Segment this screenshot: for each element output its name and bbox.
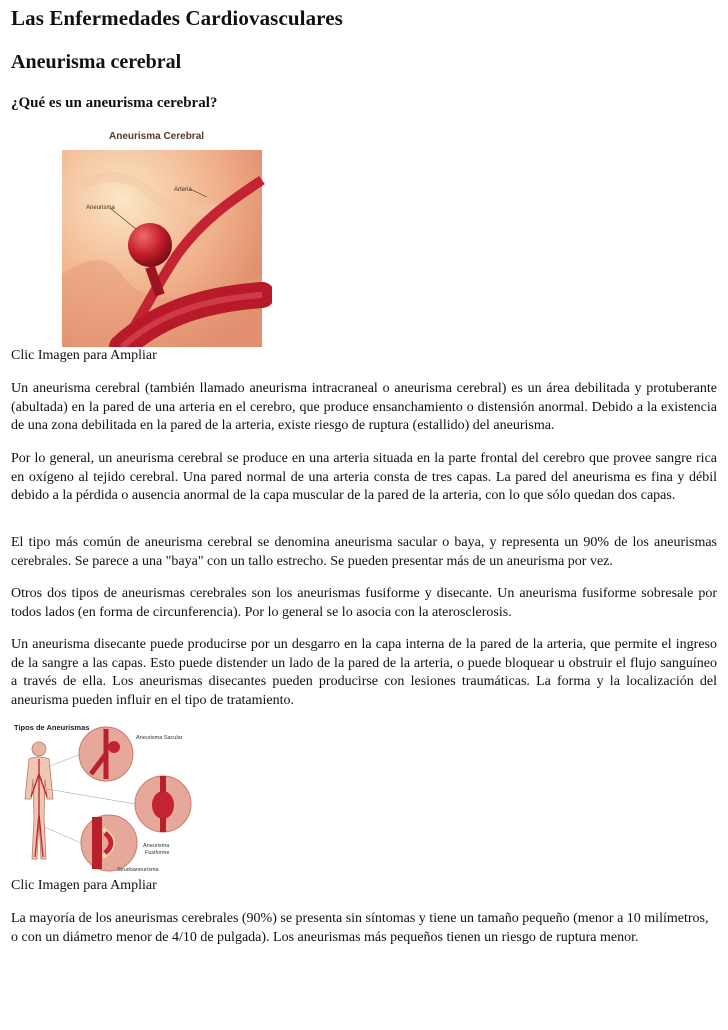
artery-label: Arteria [174,187,192,193]
human-body-icon [25,742,53,859]
figure-heading: Aneurisma Cerebral [109,131,205,142]
document-title: Las Enfermedades Cardiovasculares [11,6,343,30]
question-heading: ¿Qué es un aneurisma cerebral? [11,95,218,111]
paragraph-types: Otros dos tipos de aneurismas cerebrales son los aneurismas fusiforme y disecante. Un aneurisma fusiforme sobresale por todos lados (en forma de circunferencia). Por lo general se lo asocia con la aterosclerosis. [11,586,717,620]
paragraph-location: Por lo general, un aneurisma cerebral se produce en una arteria situada en la parte frontal del cerebro que provee sangre rica en oxígeno al tejido cerebral. Una pared normal de una arteria consta de tres capas. La pared del aneurisma es fina y débil debido a la pérdida o ausencia anormal de la capa muscular de la pared de la arteria, con lo que sólo quedan dos capas. [11,451,717,504]
aneurysm-label: Aneurisma [86,205,115,211]
figure2-heading: Tipos de Aneurismas [14,723,90,732]
label-fusiforme-2: Fusiforme [145,850,170,856]
paragraph-symptoms: La mayoría de los aneurismas cerebrales (90%) se presenta sin síntomas y tiene un tamaño pequeño (menor a 10 milímetros, o con un diámetro menor de 4/10 de pulgada). Los aneurismas más pequeños tienen un riesgo de ruptura menor. [11,911,709,945]
section-title: Aneurisma cerebral [11,51,182,73]
cerebral-aneurysm-image[interactable] [62,125,272,347]
aneurysm-types-image[interactable] [11,719,201,875]
image-caption-1[interactable] [11,348,157,364]
enlarge-image-link-2[interactable]: Clic Imagen para Ampliar [11,878,157,893]
paragraph-sacular: El tipo más común de aneurisma cerebral se denomina aneurisma sacular o baya, y representa un 90% de los aneurismas cerebrales. Se parece a una "baya" con un tallo estrecho. Se pueden presentar más de un aneurisma por vez. [11,535,717,569]
paragraph-dissecting: Un aneurisma disecante puede producirse por un desgarro en la capa interna de la pared de la arteria, que permite el ingreso de la sangre a las capas. Esto puede distender un lado de la pared de la arteria, o puede bloquear u obstruir el flujo sanguíneo a través de ella. Los aneurismas disecantes pueden producirse con lesiones traumáticas. La forma y la localización del aneurisma pueden influir en el tipo de tratamiento. [11,637,717,709]
label-sacular: Aneurisma Sacular [136,735,183,741]
enlarge-image-link-1[interactable]: Clic Imagen para Ampliar [11,348,157,363]
paragraph-definition: Un aneurisma cerebral (también llamado aneurisma intracraneal o aneurisma cerebral) es un área debilitada y protuberante (abultada) en la pared de una arteria en el cerebro, que produce ensanchamiento o distensión anormal. Debido a la existencia de una zona debilitada en la pared de la arteria, existe riesgo de ruptura (estallido) del aneurisma. [11,381,717,434]
label-seudo: Seudoaneurisma [117,867,159,873]
image-caption-2[interactable] [11,878,157,894]
label-fusiforme-1: Aneurisma [143,843,170,849]
